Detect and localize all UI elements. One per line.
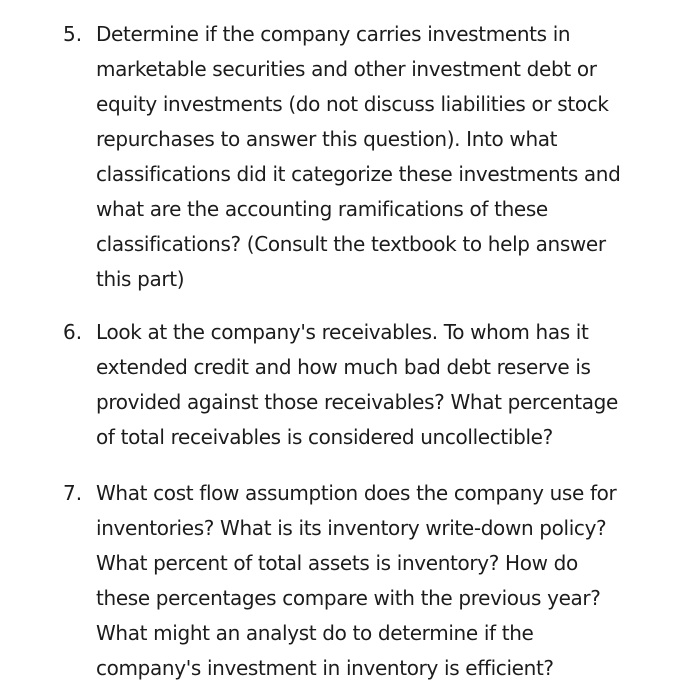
question-line: provided against those receivables? What percentage <box>96 390 618 414</box>
question-line: classifications did it categorize these investments and <box>96 162 621 186</box>
question-line: What percent of total assets is inventory? How do <box>96 551 578 575</box>
question-number: 6. <box>63 320 83 344</box>
question-text <box>96 17 620 297</box>
question-line: marketable securities and other investment debt or <box>96 57 597 81</box>
question-line: these percentages compare with the previous year? <box>96 586 601 610</box>
question-line: inventories? What is its inventory write-down policy? <box>96 516 607 540</box>
question-line: What might an analyst do to determine if the <box>96 621 534 645</box>
question-line: repurchases to answer this question). Into what <box>96 127 558 151</box>
question-line: what are the accounting ramifications of these <box>96 197 548 221</box>
question-line: equity investments (do not discuss liabilities or stock <box>96 92 609 116</box>
question-line: What cost flow assumption does the company use for <box>96 481 617 505</box>
question-text <box>96 315 618 455</box>
question-line: Look at the company's receivables. To whom has it <box>96 320 589 344</box>
question-number: 7. <box>63 481 83 505</box>
question-line: company's investment in inventory is efficient? <box>96 656 554 680</box>
question-line: Determine if the company carries investments in <box>96 22 571 46</box>
question-line: classifications? (Consult the textbook to help answer <box>96 232 606 256</box>
question-line: extended credit and how much bad debt reserve is <box>96 355 591 379</box>
question-text <box>96 476 616 686</box>
question-line: this part) <box>96 267 185 291</box>
question-line: of total receivables is considered uncollectible? <box>96 425 553 449</box>
question-number: 5. <box>63 22 83 46</box>
